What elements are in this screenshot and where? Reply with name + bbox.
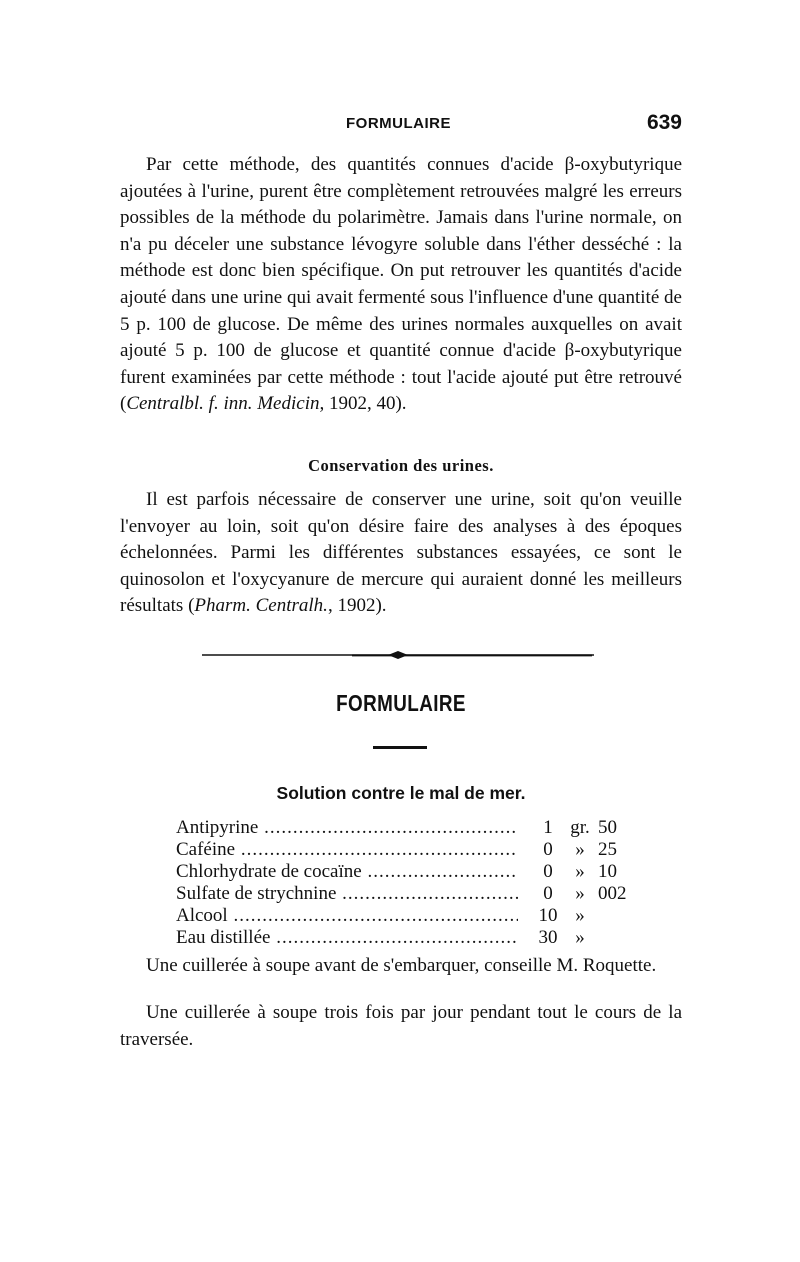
section-heading-conservation: Conservation des urines. bbox=[308, 456, 494, 475]
ingredient-row bbox=[176, 861, 666, 883]
paragraph-2-citation: Pharm. Centralh. bbox=[194, 595, 328, 617]
ingredient-quantity: 0 bbox=[543, 861, 553, 882]
recipe-note-1-text: Une cuillerée à soupe avant de s'embarquer, conseille M. Roquette. bbox=[146, 955, 657, 976]
ingredient-quantity: 0 bbox=[543, 839, 553, 860]
recipe-note-roquette bbox=[120, 953, 682, 980]
ingredient-decimal: 50 bbox=[598, 817, 617, 838]
ingredient-decimal: 25 bbox=[598, 839, 617, 860]
ingredient-name: Caféine ..... bbox=[176, 839, 518, 861]
ingredient-quantity: 1 bbox=[543, 817, 553, 838]
paragraph-1-text: Par cette méthode, des quantités connues d'acide β-oxybutyrique ajoutées à l'urine, purent être complètement retrouvées malgré les erreurs possibles de la méthode du polarimètre. Jamais dans l'urine normale, on n'a pu déceler une substance lévogyre soluble dans l'éther desséché : la méthode est donc bien spécifique. On put retrouver les quantités d'acide ajouté dans une urine qui avait fermenté sous l'influence d'une quantité de 5 p. 100 de glucose. De même des urines normales auxquelles on avait ajouté 5 p. 100 de glucose et quantité connue d'acide β-oxybutyrique furent examinées par cette méthode : tout l'acide ajouté put être retrouvé ( bbox=[120, 154, 682, 415]
running-head-title: FORMULAIRE bbox=[346, 115, 451, 132]
paragraph-2-text: Il est parfois nécessaire de conserver une urine, soit qu'on veuille l'envoyer au loin, soit qu'on désire faire des analyses à des époques échelonnées. Parmi les différentes substances essayées, ce sont le quinosolon et l'oxycyanure de mercure qui auraient donné les meilleurs résultats ( bbox=[120, 489, 682, 617]
ingredient-decimal: 10 bbox=[598, 861, 617, 882]
title-rule bbox=[373, 746, 427, 749]
ingredient-quantity: 30 bbox=[538, 927, 558, 948]
paragraph-1-citation-tail: 1902, 40). bbox=[324, 393, 407, 415]
ingredient-row bbox=[176, 883, 666, 905]
ingredient-quantity: 10 bbox=[538, 905, 558, 926]
ingredient-unit: » bbox=[575, 861, 585, 882]
ingredient-decimal: 002 bbox=[598, 883, 627, 904]
ingredient-row bbox=[176, 927, 666, 949]
page-number: 639 bbox=[646, 111, 682, 134]
ingredient-name: Chlorhydrate de cocaïne ..... bbox=[176, 861, 518, 883]
recipe-note-2-text: Une cuillerée à soupe trois fois par jour pendant tout le cours de la traversée. bbox=[120, 1002, 682, 1050]
ingredient-unit: gr. bbox=[570, 817, 590, 838]
paragraph-2-citation-tail: , 1902). bbox=[327, 595, 387, 617]
ingredient-row bbox=[176, 905, 666, 927]
paragraph-1-citation: Centralbl. f. inn. Medicin, bbox=[126, 393, 325, 415]
ingredient-unit: » bbox=[575, 839, 585, 860]
recipe-note-dosage bbox=[120, 1000, 682, 1053]
ingredient-unit: » bbox=[575, 883, 585, 904]
ingredient-quantity: 0 bbox=[543, 883, 553, 904]
ingredient-row bbox=[176, 817, 666, 839]
running-head bbox=[120, 111, 682, 143]
ingredient-list bbox=[176, 817, 666, 949]
ingredient-unit: » bbox=[575, 905, 585, 926]
ingredient-row bbox=[176, 839, 666, 861]
ornamental-divider bbox=[202, 648, 594, 662]
paragraph-polarimeter-method bbox=[120, 152, 682, 418]
recipe-title: Solution contre le mal de mer. bbox=[276, 783, 526, 803]
ingredient-unit: » bbox=[575, 927, 585, 948]
ingredient-name: Alcool ..... bbox=[176, 905, 518, 927]
paragraph-urine-conservation bbox=[120, 487, 682, 620]
ingredient-name: Sulfate de strychnine ..... bbox=[176, 883, 518, 905]
ingredient-name: Antipyrine ..... bbox=[176, 817, 518, 839]
ingredient-name: Eau distillée ..... bbox=[176, 927, 518, 949]
section-title-formulaire: FORMULAIRE bbox=[336, 690, 466, 716]
